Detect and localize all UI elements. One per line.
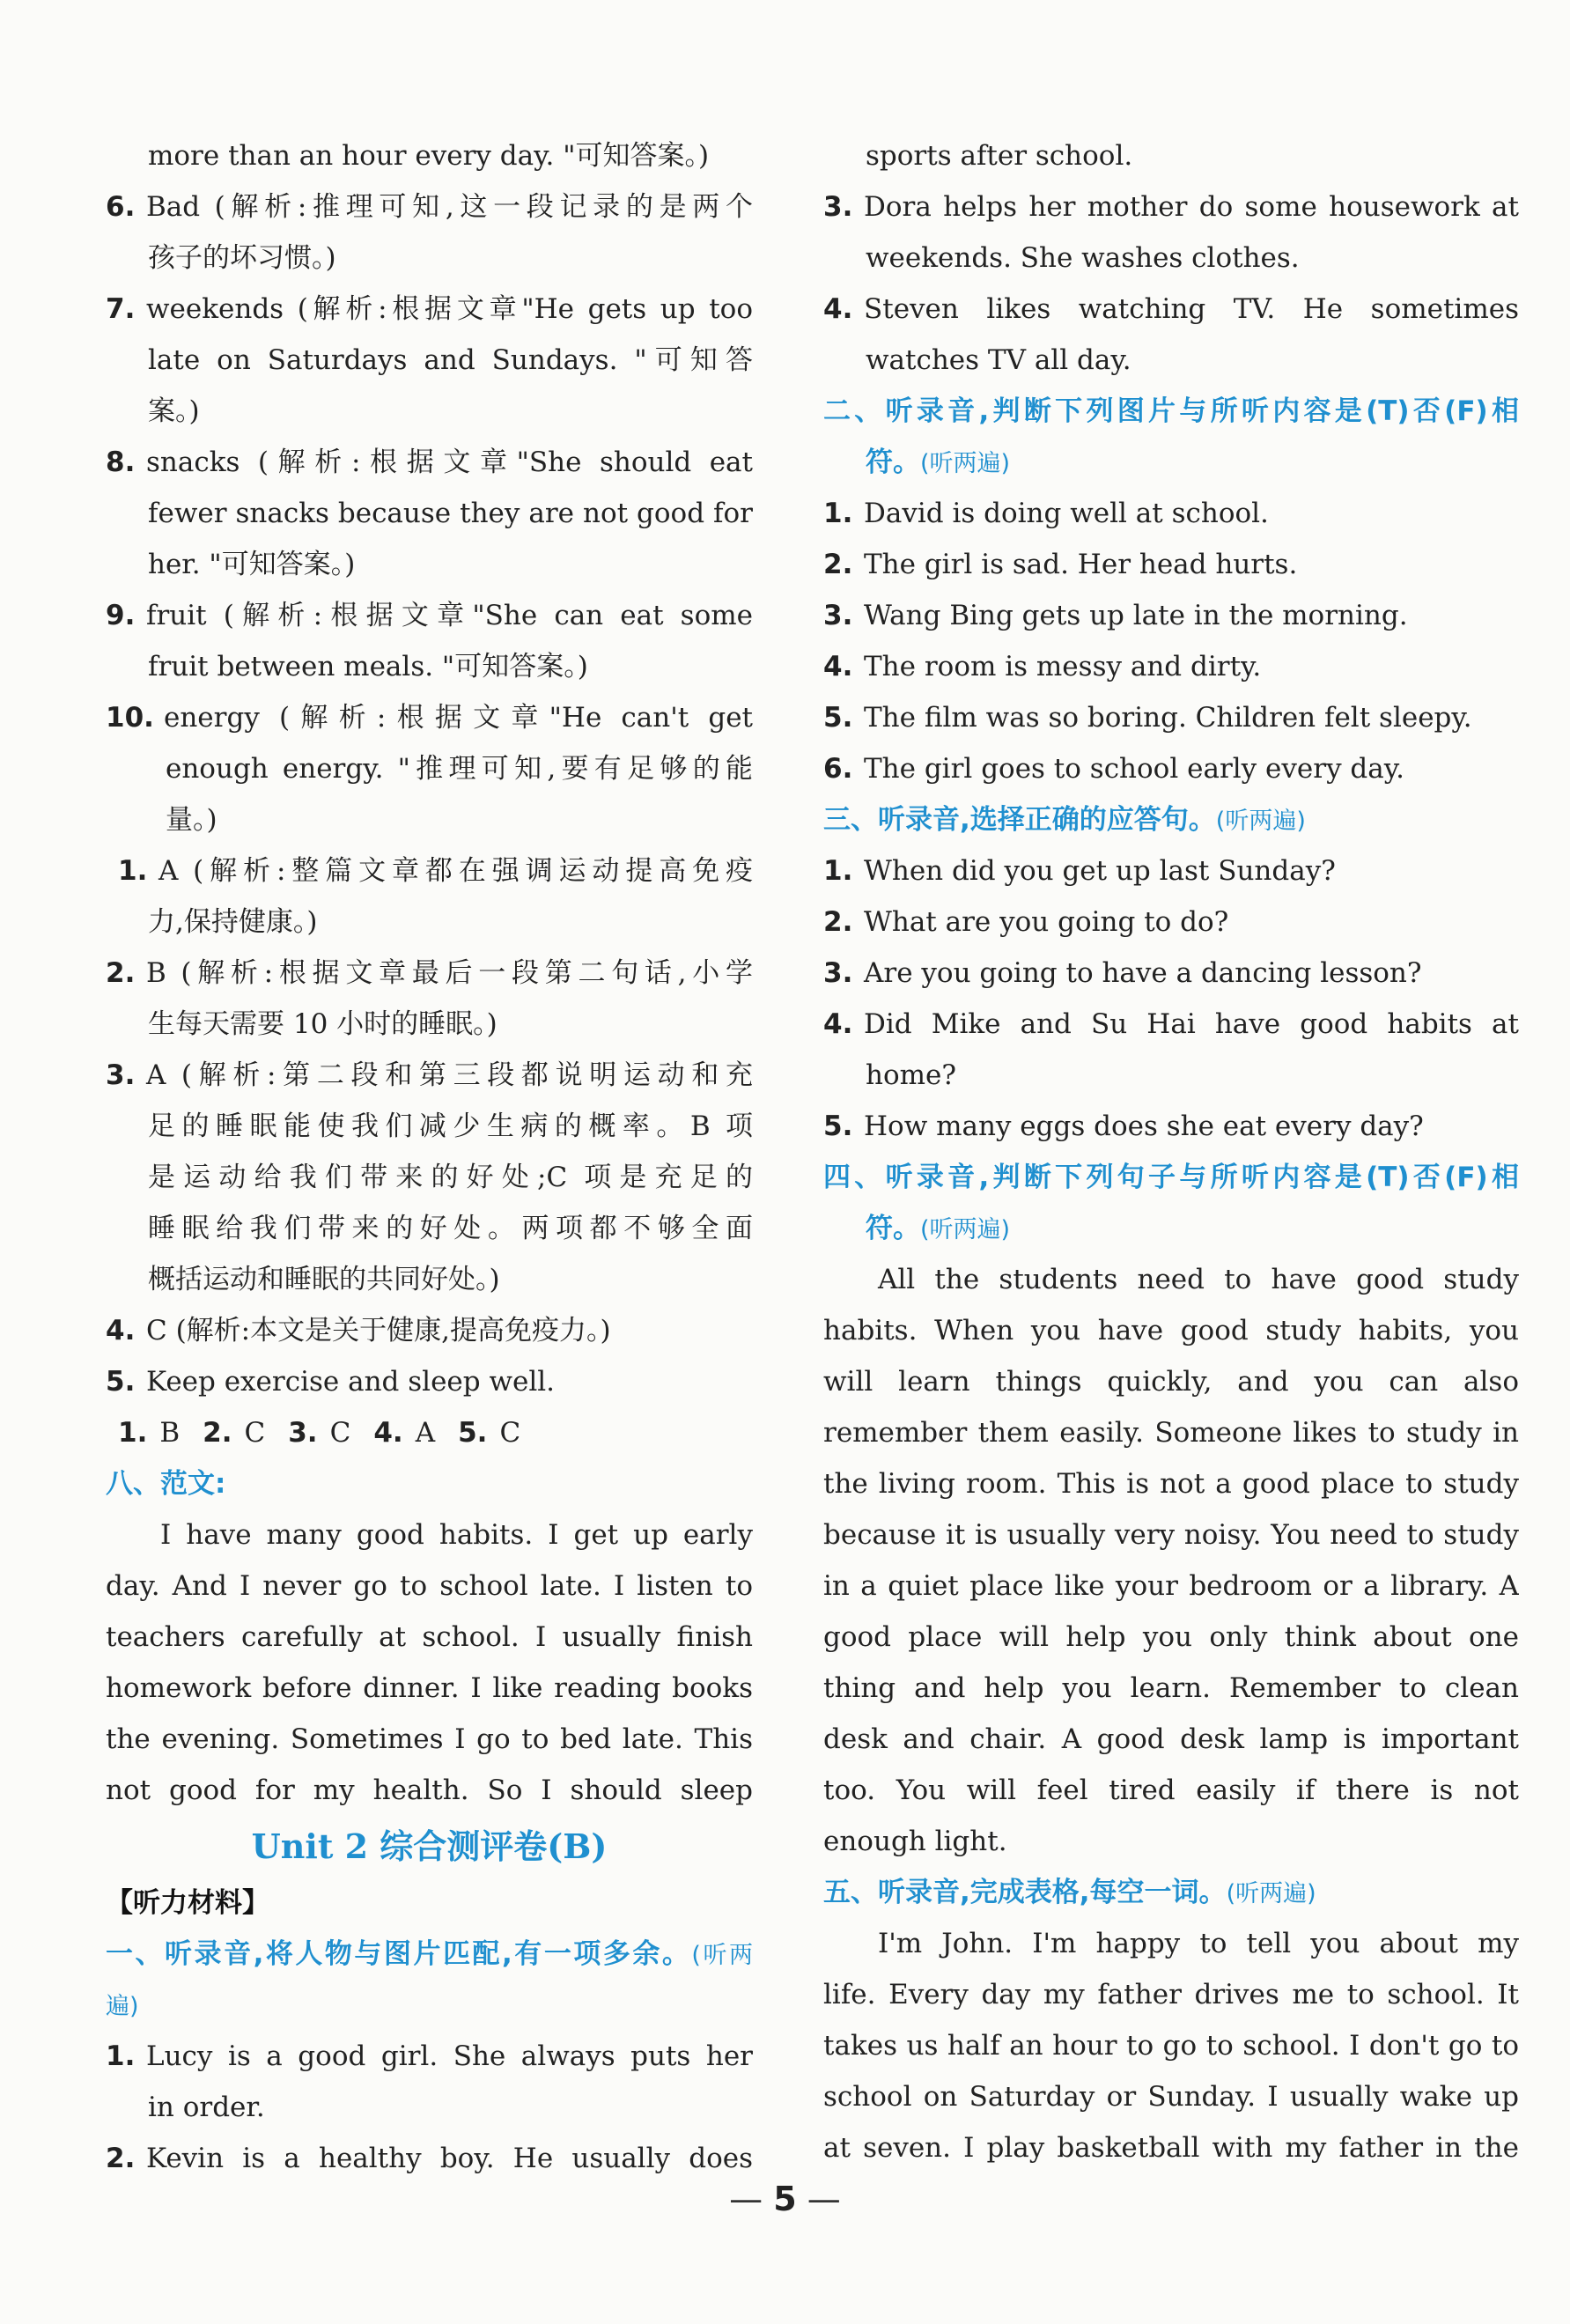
line-text: watches TV all day.	[866, 344, 1131, 376]
group-label	[106, 1407, 118, 1458]
text-line	[106, 232, 753, 284]
text-line	[106, 1203, 753, 1254]
line-text: snacks (解析:根据文章"She should eat	[146, 446, 753, 478]
item-number: 3.	[106, 1059, 136, 1091]
text-line	[823, 1254, 1519, 1305]
answer-value: B	[159, 1417, 181, 1449]
text-line	[823, 284, 1519, 335]
line-text: good place will help you only think about one	[823, 1621, 1519, 1653]
heading-text: 一、听录音,将人物与图片匹配,有一项多余。	[106, 1938, 692, 1970]
text-line	[106, 896, 753, 948]
line-text: 足的睡眠能使我们减少生病的概率。B 项	[148, 1110, 753, 1142]
text-line	[823, 1050, 1519, 1101]
line-text: weekends (解析:根据文章"He gets up too	[146, 293, 753, 325]
text-line	[823, 1101, 1519, 1152]
line-text: The girl is sad. Her head hurts.	[864, 549, 1298, 580]
section-heading	[106, 1929, 753, 1980]
answer-number: 2.	[203, 1417, 232, 1449]
text-line	[823, 1407, 1519, 1458]
text-line	[823, 1305, 1519, 1356]
text-line	[823, 2071, 1519, 2122]
heading-note: 遍)	[106, 1993, 139, 2020]
text-line	[106, 130, 753, 181]
item-number: 1.	[106, 2040, 136, 2072]
line-text: energy (解析:根据文章"He can't get	[164, 702, 753, 734]
text-line	[823, 1765, 1519, 1816]
item-number: 2.	[106, 2143, 136, 2174]
text-line	[106, 692, 753, 743]
line-text: The film was so boring. Children felt sleepy.	[864, 702, 1472, 734]
text-line	[106, 1101, 753, 1152]
item-number: 4.	[823, 293, 853, 325]
line-text: How many eggs does she eat every day?	[864, 1110, 1424, 1142]
item-number: 6.	[106, 191, 136, 223]
text-line	[823, 1714, 1519, 1765]
line-text: 孩子的坏习惯。)	[148, 242, 336, 274]
page-number-value: 5	[773, 2180, 797, 2218]
item-number: 1.	[118, 855, 148, 887]
section-heading	[106, 1458, 753, 1509]
text-line	[106, 2031, 753, 2082]
text-line	[106, 335, 753, 386]
section-heading	[823, 1867, 1519, 1918]
section-heading	[823, 794, 1519, 845]
line-text: All the students need to have good study	[878, 1264, 1519, 1295]
text-line	[106, 1560, 753, 1612]
text-line	[823, 1918, 1519, 1969]
item-number: 3.	[823, 957, 853, 989]
unit-title: Unit 2 综合测评卷(B)	[251, 1826, 608, 1866]
line-text: in order.	[148, 2092, 265, 2123]
answer-value: C	[499, 1417, 521, 1449]
text-line	[823, 1356, 1519, 1407]
line-text: Steven likes watching TV. He sometimes	[864, 293, 1519, 325]
item-number: 4.	[823, 1008, 853, 1040]
line-text: What are you going to do?	[864, 906, 1229, 938]
text-line	[106, 1612, 753, 1663]
line-text: David is doing well at school.	[864, 498, 1269, 529]
line-text: desk and chair. A good desk lamp is important	[823, 1723, 1519, 1755]
text-line	[823, 1509, 1519, 1560]
item-number: 2.	[823, 906, 853, 938]
item-number: 3.	[823, 191, 853, 223]
line-text: A (解析:整篇文章都在强调运动提高免疫	[158, 855, 753, 887]
item-number: 5.	[823, 702, 853, 734]
text-line	[823, 845, 1519, 896]
line-text: The girl goes to school early every day.	[864, 753, 1405, 785]
line-text: The room is messy and dirty.	[864, 651, 1262, 682]
line-text: 力,保持健康。)	[148, 906, 318, 938]
item-number: 10.	[106, 702, 154, 734]
line-text: life. Every day my father drives me to school. It	[823, 1979, 1519, 2010]
line-text: teachers carefully at school. I usually finish	[106, 1621, 753, 1653]
line-text: because it is usually very noisy. You need to study	[823, 1519, 1519, 1551]
heading-text: 符。	[866, 446, 920, 478]
line-text: fruit between meals. "可知答案。)	[148, 651, 588, 682]
item-number: 2.	[823, 549, 853, 580]
line-text: Kevin is a healthy boy. He usually does	[146, 2143, 753, 2174]
text-line	[106, 743, 753, 794]
heading-text: 二、听录音,判断下列图片与所听内容是(T)否(F)相	[823, 395, 1519, 427]
line-text: Bad (解析:推理可知,这一段记录的是两个	[146, 191, 753, 223]
line-text: her. "可知答案。)	[148, 549, 356, 580]
item-number: 3.	[823, 600, 853, 631]
text-line	[106, 181, 753, 232]
item-number: 9.	[106, 600, 136, 631]
line-text: Keep exercise and sleep well.	[146, 1366, 556, 1398]
item-number: 4.	[823, 651, 853, 682]
line-text: homework before dinner. I like reading books	[106, 1672, 753, 1704]
heading-note: (听两遍)	[1226, 1880, 1316, 1907]
section-heading	[823, 1152, 1519, 1203]
line-text: remember them easily. Someone likes to study in	[823, 1417, 1519, 1449]
line-text: thing and help you learn. Remember to clean	[823, 1672, 1519, 1704]
heading-note: (听两	[691, 1942, 753, 1969]
line-text: 概括运动和睡眠的共同好处。)	[148, 1264, 500, 1295]
text-line	[106, 590, 753, 641]
line-text: enough light.	[823, 1826, 1007, 1857]
text-line	[106, 1254, 753, 1305]
text-line	[823, 590, 1519, 641]
text-line	[106, 539, 753, 590]
text-line	[106, 488, 753, 539]
item-number: 7.	[106, 293, 136, 325]
line-text: A (解析:第二段和第三段都说明运动和充	[146, 1059, 753, 1091]
item-number: 1.	[823, 498, 853, 529]
line-text: enough energy. "推理可知,要有足够的能	[166, 753, 753, 785]
text-line	[823, 539, 1519, 590]
line-text: Did Mike and Su Hai have good habits at	[864, 1008, 1519, 1040]
left-column	[106, 130, 753, 2184]
text-line	[823, 896, 1519, 948]
line-text: 量。)	[166, 804, 217, 836]
block-label-text: 【听力材料】	[106, 1887, 269, 1919]
text-line	[823, 692, 1519, 743]
text-line	[106, 1356, 753, 1407]
text-line	[106, 1714, 753, 1765]
line-text: takes us half an hour to go to school. I don't go to	[823, 2030, 1519, 2062]
text-line	[106, 1050, 753, 1101]
line-text: at seven. I play basketball with my father in the	[823, 2132, 1519, 2164]
line-text: Dora helps her mother do some housework at	[864, 191, 1519, 223]
line-text: late on Saturdays and Sundays. "可知答	[148, 344, 753, 376]
heading-text: 符。	[866, 1213, 920, 1244]
text-line	[106, 2133, 753, 2184]
text-line	[823, 2020, 1519, 2071]
item-number: 8.	[106, 446, 136, 478]
text-line	[823, 2122, 1519, 2173]
text-line	[823, 1458, 1519, 1509]
line-text: day. And I never go to school late. I listen to	[106, 1570, 753, 1602]
line-text: I'm John. I'm happy to tell you about my	[878, 1928, 1519, 1959]
section-heading	[823, 1203, 1519, 1254]
section-heading	[823, 437, 1519, 488]
line-text: Wang Bing gets up late in the morning.	[864, 600, 1408, 631]
item-number: 6.	[823, 753, 853, 785]
text-line	[106, 1152, 753, 1203]
line-text: the living room. This is not a good place to study	[823, 1468, 1519, 1500]
right-column	[823, 130, 1519, 2173]
text-line	[823, 1612, 1519, 1663]
item-number: 2.	[106, 957, 136, 989]
line-text: Are you going to have a dancing lesson?	[864, 957, 1422, 989]
line-text: in a quiet place like your bedroom or a library. A	[823, 1570, 1519, 1602]
item-number: 5.	[823, 1110, 853, 1142]
text-line	[106, 948, 753, 999]
text-line	[823, 130, 1519, 181]
page-number: — 5 —	[729, 2180, 841, 2218]
answer-number: 4.	[373, 1417, 403, 1449]
text-line	[823, 232, 1519, 284]
line-text: will learn things quickly, and you can also	[823, 1366, 1519, 1398]
line-text: 睡眠给我们带来的好处。两项都不够全面	[148, 1213, 753, 1244]
heading-note: (听两遍)	[920, 450, 1011, 477]
text-line	[823, 1969, 1519, 2020]
text-line	[106, 1765, 753, 1816]
answer-number: 5.	[458, 1417, 488, 1449]
item-number: 1.	[823, 855, 853, 887]
line-text: fruit (解析:根据文章"She can eat some	[146, 600, 753, 631]
line-text: Lucy is a good girl. She always puts her	[146, 2040, 753, 2072]
text-line	[106, 999, 753, 1050]
text-line	[106, 386, 753, 437]
line-text: too. You will feel tired easily if there is not	[823, 1774, 1519, 1806]
text-line	[106, 1663, 753, 1714]
text-line	[823, 948, 1519, 999]
heading-text: 三、听录音,选择正确的应答句。	[823, 804, 1216, 836]
text-line	[823, 1560, 1519, 1612]
line-text: more than an hour every day. "可知答案。)	[148, 140, 710, 172]
text-line	[823, 488, 1519, 539]
line-text: B (解析:根据文章最后一段第二句话,小学	[146, 957, 753, 989]
text-line	[106, 1407, 753, 1458]
heading-text: 八、范文:	[106, 1468, 226, 1500]
item-number: 5.	[106, 1366, 136, 1398]
heading-note: (听两遍)	[920, 1216, 1011, 1243]
text-line	[823, 335, 1519, 386]
line-text: C (解析:本文是关于健康,提高免疫力。)	[146, 1315, 611, 1346]
group-label	[106, 845, 118, 896]
text-line	[106, 641, 753, 692]
text-line	[823, 1663, 1519, 1714]
text-line	[106, 437, 753, 488]
line-text: not good for my health. So I should sleep	[106, 1774, 753, 1806]
text-line	[823, 641, 1519, 692]
text-line	[823, 743, 1519, 794]
line-text: the evening. Sometimes I go to bed late. This	[106, 1723, 753, 1755]
answer-number: 1.	[118, 1417, 148, 1449]
line-text: When did you get up last Sunday?	[864, 855, 1336, 887]
heading-text: 五、听录音,完成表格,每空一词。	[823, 1877, 1227, 1908]
text-line	[106, 794, 753, 845]
answer-value: A	[415, 1417, 436, 1449]
answer-value: C	[244, 1417, 266, 1449]
text-line	[106, 1305, 753, 1356]
line-text: habits. When you have good study habits, you	[823, 1315, 1519, 1346]
text-line	[823, 1816, 1519, 1867]
answer-number: 3.	[288, 1417, 318, 1449]
answer-value: C	[329, 1417, 351, 1449]
text-line	[106, 845, 753, 896]
line-text: 是运动给我们带来的好处;C 项是充足的	[148, 1162, 753, 1193]
text-line	[823, 181, 1519, 232]
text-line	[106, 1980, 753, 2031]
line-text: fewer snacks because they are not good for	[148, 498, 753, 529]
line-text: home?	[866, 1059, 956, 1091]
text-line	[106, 284, 753, 335]
line-text: weekends. She washes clothes.	[866, 242, 1300, 274]
text-line	[823, 999, 1519, 1050]
heading-note: (听两遍)	[1215, 808, 1306, 835]
line-text: 生每天需要 10 小时的睡眠。)	[148, 1008, 498, 1040]
line-text: school on Saturday or Sunday. I usually wake up	[823, 2081, 1519, 2113]
line-text: I have many good habits. I get up early	[160, 1519, 753, 1551]
text-line	[106, 2082, 753, 2133]
item-number: 4.	[106, 1315, 136, 1346]
section-heading	[823, 386, 1519, 437]
block-label	[106, 1878, 753, 1929]
line-text: sports after school.	[866, 140, 1133, 172]
heading-text: 四、听录音,判断下列句子与所听内容是(T)否(F)相	[823, 1162, 1519, 1193]
text-line	[106, 1509, 753, 1560]
line-text: 案。)	[148, 395, 200, 427]
